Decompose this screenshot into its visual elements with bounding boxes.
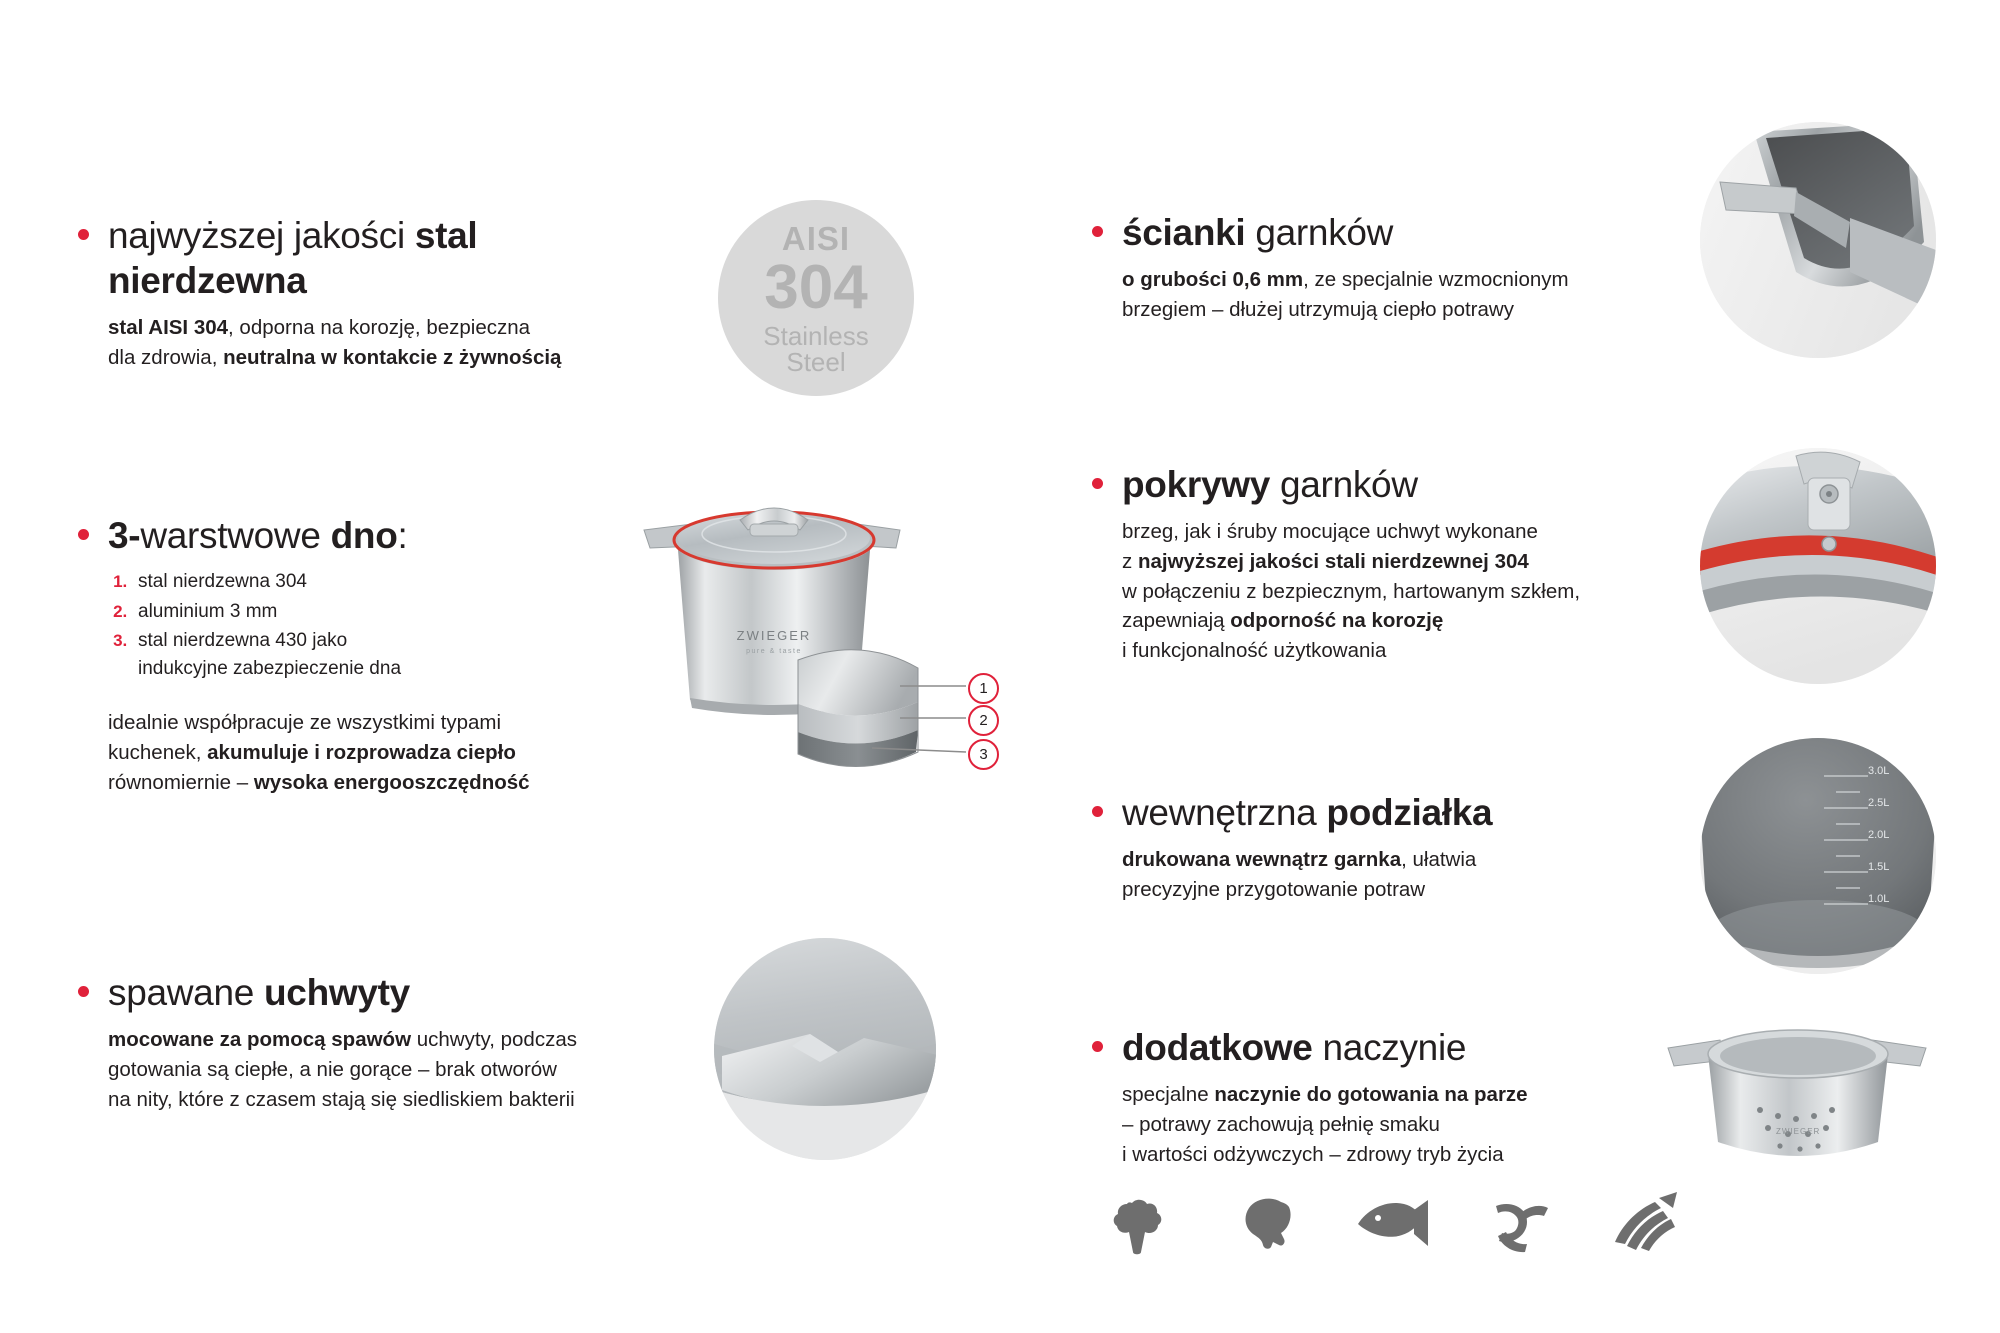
- feature-steel-body-bold-2: neutralna w kontakcie z żywnością: [223, 345, 562, 369]
- callout-1: [968, 673, 999, 704]
- photo-internal-scale: [1700, 738, 1936, 974]
- feature-bottom-heading: [108, 513, 628, 558]
- food-icons-row: [1105, 1185, 1685, 1265]
- badge-line-aisi: AISI: [781, 219, 851, 257]
- feature-steamer-body-line-2: – potrawy zachowują pełnię smaku: [1122, 1112, 1440, 1136]
- feature-steamer-heading-plain: naczynie: [1312, 1027, 1467, 1068]
- feature-lids-body-line-1: brzeg, jak i śruby mocujące uchwyt wykonane: [1122, 520, 1538, 544]
- feature-handles-body-text-2: gotowania są ciepłe, a nie gorące – brak otworów: [108, 1057, 557, 1081]
- feature-bottom-body-line-3-plain: równomiernie –: [108, 770, 254, 794]
- feature-scale-body-text-2: precyzyjne przygotowanie potraw: [1122, 877, 1426, 901]
- feature-steamer: [1122, 1025, 1682, 1169]
- callout-1-label: 1: [979, 680, 988, 697]
- feature-handles-body-text-1: uchwyty, podczas: [411, 1028, 577, 1052]
- pot-svg: [600, 490, 1030, 850]
- feature-walls-heading-bold: ścianki: [1122, 212, 1246, 253]
- feature-bottom: [108, 513, 628, 797]
- feature-handles-heading-plain: spawane: [108, 972, 264, 1013]
- feature-scale: [1122, 790, 1642, 905]
- feature-handles-heading-bold: uchwyty: [264, 972, 410, 1013]
- badge-line-304: 304: [764, 252, 868, 322]
- feature-steamer-body: [1122, 1080, 1682, 1169]
- feature-handles-body: [108, 1025, 708, 1114]
- feature-bottom-heading-colon: :: [397, 515, 408, 556]
- feature-steamer-body-line-1-bold: naczynie do gotowania na parze: [1214, 1083, 1528, 1107]
- feature-walls-body-text-2: brzegiem – dłużej utrzymują ciepło potrawy: [1122, 297, 1514, 321]
- pot-brand-text: ZWIEGER: [736, 628, 812, 643]
- feature-bottom-body: [108, 708, 628, 797]
- feature-walls-body-text-1: , ze specjalnie wzmocnionym: [1303, 268, 1569, 292]
- feature-bottom-body-line-3-bold: wysoka energooszczędność: [253, 770, 530, 794]
- feature-lids-body-line-4-bold: odporność na korozję: [1230, 609, 1444, 633]
- feature-lids-body-line-5: i funkcjonalność użytkowania: [1122, 639, 1387, 662]
- badge-line-steel: Steel: [786, 346, 846, 377]
- feature-handles: [108, 970, 708, 1114]
- feature-steamer-body-line-1-plain: specjalne: [1122, 1083, 1215, 1107]
- broccoli-icon: [1105, 1188, 1179, 1263]
- feature-lids-heading-bold: pokrywy: [1122, 464, 1271, 505]
- feature-lids-body-line-2-bold: najwyższej jakości stali nierdzewnej 304: [1137, 549, 1529, 573]
- feature-scale-heading-plain: wewnętrzna: [1122, 792, 1327, 833]
- svg-text:ZWIEGER: ZWIEGER: [1776, 1127, 1821, 1136]
- bullet-icon: [78, 229, 89, 240]
- feature-lids-body-line-3: w połączeniu z bezpiecznym, hartowanym szkłem,: [1122, 579, 1581, 603]
- bullet-icon: [1092, 1041, 1103, 1052]
- photo-pot-wall-svg: [1700, 122, 1936, 358]
- feature-handles-heading: [108, 970, 708, 1015]
- feature-walls-heading-plain: garnków: [1245, 212, 1394, 253]
- feature-handles-body-bold: mocowane za pomocą spawów: [108, 1028, 412, 1052]
- bullet-icon: [78, 529, 89, 540]
- list-item: 2. aluminium 3 mm: [132, 598, 628, 626]
- feature-steel-body-text-2: dla zdrowia,: [108, 345, 224, 369]
- callout-3-label: 3: [979, 746, 988, 763]
- photo-handle-weld: [714, 938, 936, 1160]
- feature-lids-heading-plain: garnków: [1270, 464, 1418, 505]
- shrimp-icon: [1482, 1188, 1556, 1263]
- feature-bottom-heading-bold-2: dno: [330, 515, 398, 556]
- photo-handle-svg: [714, 938, 936, 1160]
- badge-line-stainless: Stainless: [763, 320, 869, 351]
- feature-bottom-layer-list: [108, 568, 628, 682]
- callout-2: [968, 705, 999, 736]
- feature-steamer-heading-bold: dodatkowe: [1122, 1027, 1313, 1068]
- bullet-icon: [78, 986, 89, 997]
- feature-lids-body: [1122, 517, 1702, 666]
- chicken-icon: [1229, 1188, 1303, 1263]
- callout-2-label: 2: [979, 712, 988, 729]
- feature-handles-body-text-3: na nity, które z czasem stają się siedliskiem bakterii: [108, 1087, 575, 1111]
- bullet-icon: [1092, 226, 1103, 237]
- photo-lid-svg: [1700, 448, 1936, 684]
- fish-icon: [1352, 1188, 1432, 1263]
- photo-steamer-svg: [1660, 1010, 1936, 1200]
- feature-steel-body-text-1: , odporna na korozję, bezpieczna: [228, 316, 531, 340]
- feature-walls-body: [1122, 265, 1682, 324]
- feature-steel-heading-plain: najwyższej jakości: [108, 215, 415, 256]
- list-item: 3. stal nierdzewna 430 jako indukcyjne zabezpieczenie dna: [132, 627, 428, 682]
- scale-mark-1l: 1.0L: [1868, 893, 1890, 905]
- feature-lids-body-line-2-plain: z: [1122, 549, 1138, 573]
- feature-bottom-heading-plain: warstwowe: [140, 515, 331, 556]
- photo-steamer-insert: [1660, 1010, 1936, 1200]
- feature-steel-heading-bold: stal nierdzewna: [108, 215, 478, 302]
- scale-mark-1-5l: 1.5L: [1868, 861, 1890, 873]
- feature-steamer-body-line-3: i wartości odżywczych – zdrowy tryb życia: [1122, 1142, 1504, 1166]
- feature-scale-body-text-1: , ułatwia: [1401, 848, 1477, 872]
- bullet-icon: [1092, 806, 1103, 817]
- feature-walls-body-bold: o grubości 0,6 mm: [1122, 268, 1304, 292]
- feature-bottom-heading-bold-1: 3-: [108, 515, 141, 556]
- feature-scale-body: [1122, 845, 1642, 904]
- feature-scale-body-bold: drukowana wewnątrz garnka: [1122, 848, 1402, 872]
- feature-steel-heading: [108, 213, 668, 303]
- feature-scale-heading: [1122, 790, 1642, 835]
- scale-mark-3l: 3.0L: [1868, 765, 1890, 777]
- pot-brand-subtext: pure & taste: [746, 648, 802, 655]
- feature-bottom-body-line-2-bold: akumuluje i rozprowadza ciepło: [207, 741, 516, 765]
- feature-lids: [1122, 462, 1702, 666]
- scale-mark-2-5l: 2.5L: [1868, 797, 1890, 809]
- feature-steamer-heading: [1122, 1025, 1682, 1070]
- scale-mark-2l: 2.0L: [1868, 829, 1890, 841]
- feature-walls: [1122, 210, 1682, 325]
- list-item: 1. stal nierdzewna 304: [132, 568, 628, 596]
- feature-lids-heading: [1122, 462, 1702, 507]
- pot-illustration: [600, 490, 1030, 850]
- aisi-304-badge: [718, 200, 914, 396]
- feature-lids-body-line-4-plain: zapewniają: [1122, 609, 1231, 633]
- feature-bottom-body-line-2-plain: kuchenek,: [108, 741, 208, 765]
- feature-steel-body: [108, 313, 668, 372]
- feature-steel: [108, 213, 668, 373]
- pasta-icon: [1605, 1188, 1685, 1263]
- feature-steel-body-bold-1: stal AISI 304: [108, 316, 229, 340]
- feature-bottom-body-line-1: idealnie współpracuje ze wszystkimi typami: [108, 711, 502, 735]
- feature-walls-heading: [1122, 210, 1682, 255]
- callout-3: [968, 739, 999, 770]
- photo-scale-svg: [1700, 738, 1936, 974]
- bullet-icon: [1092, 478, 1103, 489]
- feature-scale-heading-bold: podziałka: [1326, 792, 1493, 833]
- photo-lid-closeup: [1700, 448, 1936, 684]
- photo-pot-wall: [1700, 122, 1936, 358]
